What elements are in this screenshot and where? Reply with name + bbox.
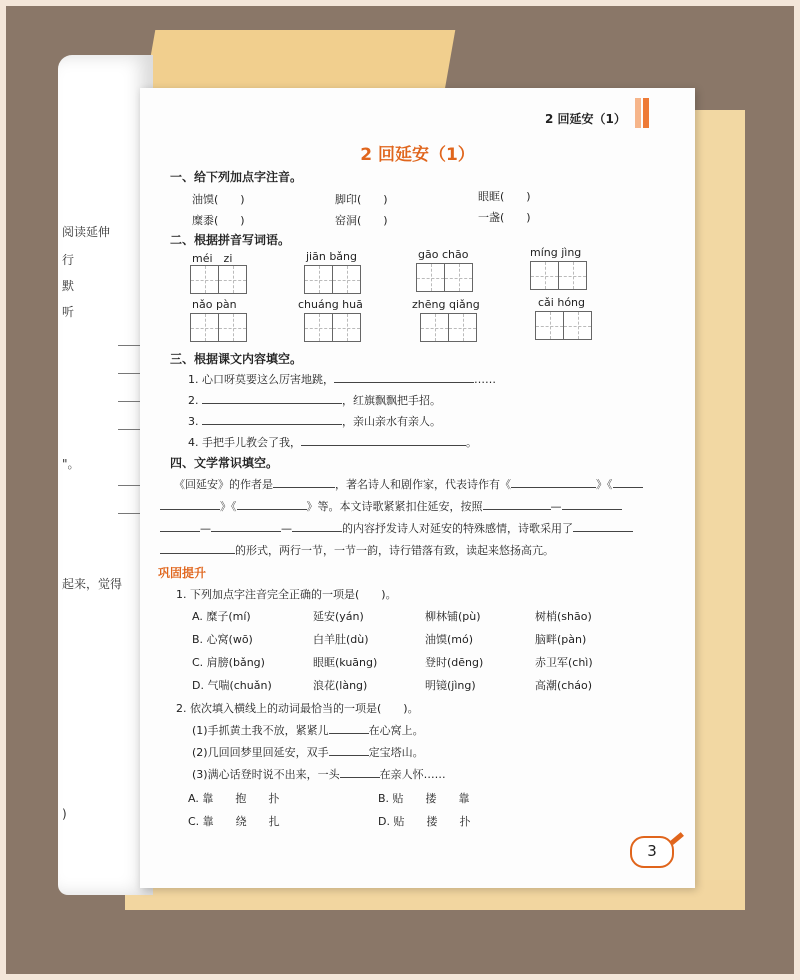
answer-option[interactable]: B. 贴 搂 靠 — [378, 792, 470, 805]
phonetic-item: 眼眶( ) — [478, 190, 531, 203]
fill-line: 《回延安》的作者是 ，著名诗人和剧作家，代表诗作有《 》《 — [174, 476, 643, 492]
answer-blank[interactable] — [292, 520, 342, 532]
answer-blank[interactable] — [334, 371, 474, 383]
option-cell[interactable]: A. 糜子(mí) — [192, 610, 251, 623]
answer-blank[interactable] — [211, 520, 281, 532]
option-cell[interactable]: D. 气喘(chuǎn) — [192, 679, 272, 692]
left-fragment: 默 — [62, 279, 75, 293]
character-grid[interactable] — [190, 313, 247, 342]
answer-blank[interactable] — [273, 476, 335, 488]
left-page — [58, 55, 153, 895]
left-fragment: 起来，觉得 — [62, 577, 123, 591]
answer-blank[interactable] — [483, 498, 551, 510]
answer-blank[interactable] — [329, 722, 369, 734]
pinyin-label: méi zi — [192, 252, 233, 265]
fill-line: 3. ，亲山亲水有亲人。 — [188, 415, 441, 428]
answer-option[interactable]: C. 靠 绕 扎 — [188, 815, 280, 828]
question-stem: 2. 依次填入横线上的动词最恰当的一项是( )。 — [176, 702, 419, 715]
option-cell: 登时(dēng) — [425, 656, 484, 669]
option-cell[interactable]: C. 肩膀(bǎng) — [192, 656, 265, 669]
fill-line: (2)几回回梦里回延安，双手 定宝塔山。 — [192, 746, 424, 759]
answer-blank[interactable] — [613, 476, 643, 488]
left-fragment: ) — [62, 807, 67, 821]
header-accent-bar — [643, 98, 649, 128]
back-page-sheet — [145, 30, 456, 90]
option-cell: 油馍(mó) — [425, 633, 474, 646]
option-cell: 延安(yán) — [313, 610, 364, 623]
phonetic-item: 窑洞( ) — [335, 214, 388, 227]
section-heading: 一、给下列加点字注音。 — [170, 170, 303, 184]
option-cell[interactable]: B. 心窝(wō) — [192, 633, 253, 646]
option-cell: 白羊肚(dù) — [313, 633, 369, 646]
section-heading: 三、根据课文内容填空。 — [170, 352, 303, 366]
character-grid[interactable] — [535, 311, 592, 340]
phonetic-item: 糜黍( ) — [192, 214, 245, 227]
section-heading: 四、文学常识填空。 — [170, 456, 279, 470]
character-grid[interactable] — [416, 263, 473, 292]
pinyin-label: gāo chāo — [418, 248, 469, 261]
fill-line: 2. ，红旗飘飘把手招。 — [188, 394, 441, 407]
answer-blank[interactable] — [237, 498, 307, 510]
right-page-edge — [690, 110, 745, 910]
pinyin-label: jiān bǎng — [306, 250, 357, 263]
pencil-icon — [670, 832, 684, 845]
answer-option[interactable]: D. 贴 搂 扑 — [378, 815, 471, 828]
pinyin-label: nǎo pàn — [192, 298, 237, 311]
fill-line: — — 的内容抒发诗人对延安的特殊感情，诗歌采用了 — [160, 520, 633, 536]
answer-blank[interactable] — [301, 434, 466, 446]
phonetic-item: 一盏( ) — [478, 211, 531, 224]
section-heading: 二、根据拼音写词语。 — [170, 233, 291, 247]
left-fragment: 行 — [62, 253, 75, 267]
pinyin-label: míng jìng — [530, 246, 582, 259]
answer-blank[interactable] — [573, 520, 633, 532]
fill-line: (1)手抓黄土我不放，紧紧儿 在心窝上。 — [192, 724, 424, 737]
answer-blank[interactable] — [340, 766, 380, 778]
answer-blank[interactable] — [511, 476, 596, 488]
answer-blank[interactable] — [562, 498, 622, 510]
character-grid[interactable] — [530, 261, 587, 290]
answer-option[interactable]: A. 靠 抱 扑 — [188, 792, 280, 805]
answer-blank[interactable] — [160, 542, 235, 554]
character-grid[interactable] — [304, 265, 361, 294]
pinyin-label: cǎi hóng — [538, 296, 585, 309]
answer-blank[interactable] — [160, 498, 220, 510]
phonetic-item: 脚印( ) — [335, 193, 388, 206]
page-number: 3 — [630, 836, 674, 868]
character-grid[interactable] — [190, 265, 247, 294]
answer-blank[interactable] — [202, 392, 342, 404]
option-cell: 赤卫军(chì) — [535, 656, 593, 669]
option-cell: 明镜(jìng) — [425, 679, 476, 692]
header-accent-bar — [635, 98, 641, 128]
option-cell: 高潮(cháo) — [535, 679, 593, 692]
option-cell: 脑畔(pàn) — [535, 633, 587, 646]
answer-blank[interactable] — [329, 744, 369, 756]
question-stem: 1. 下列加点字注音完全正确的一项是( )。 — [176, 588, 397, 601]
left-fragment: 阅读延伸 — [62, 225, 111, 239]
running-header: 2 回延安（1） — [545, 112, 626, 126]
option-cell: 树梢(shāo) — [535, 610, 592, 623]
option-cell: 浪花(làng) — [313, 679, 368, 692]
left-fragment: "。 — [62, 457, 80, 471]
character-grid[interactable] — [304, 313, 361, 342]
phonetic-item: 油馍( ) — [192, 193, 245, 206]
fill-line: 4. 手把手儿教会了我， 。 — [188, 436, 477, 449]
option-cell: 柳林铺(pù) — [425, 610, 481, 623]
workbook-page — [140, 88, 695, 888]
fill-line: 》《 》等。本文诗歌紧紧扣住延安，按照 — — [160, 498, 622, 514]
answer-blank[interactable] — [160, 520, 200, 532]
pinyin-label: zhēng qiǎng — [412, 298, 480, 311]
answer-blank[interactable] — [202, 413, 342, 425]
character-grid[interactable] — [420, 313, 477, 342]
fill-line: 1. 心口呀莫要这么厉害地跳， …… — [188, 373, 496, 386]
option-cell: 眼眶(kuāng) — [313, 656, 378, 669]
consolidate-heading: 巩固提升 — [158, 566, 207, 580]
fill-line: (3)满心话登时说不出来，一头 在亲人怀…… — [192, 768, 446, 781]
left-fragment: 听 — [62, 305, 75, 319]
fill-line: 的形式，两行一节，一节一韵，诗行错落有致，读起来悠扬高亢。 — [160, 542, 554, 558]
lesson-title: 2 回延安（1） — [360, 145, 475, 165]
pinyin-label: chuáng huā — [298, 298, 363, 311]
